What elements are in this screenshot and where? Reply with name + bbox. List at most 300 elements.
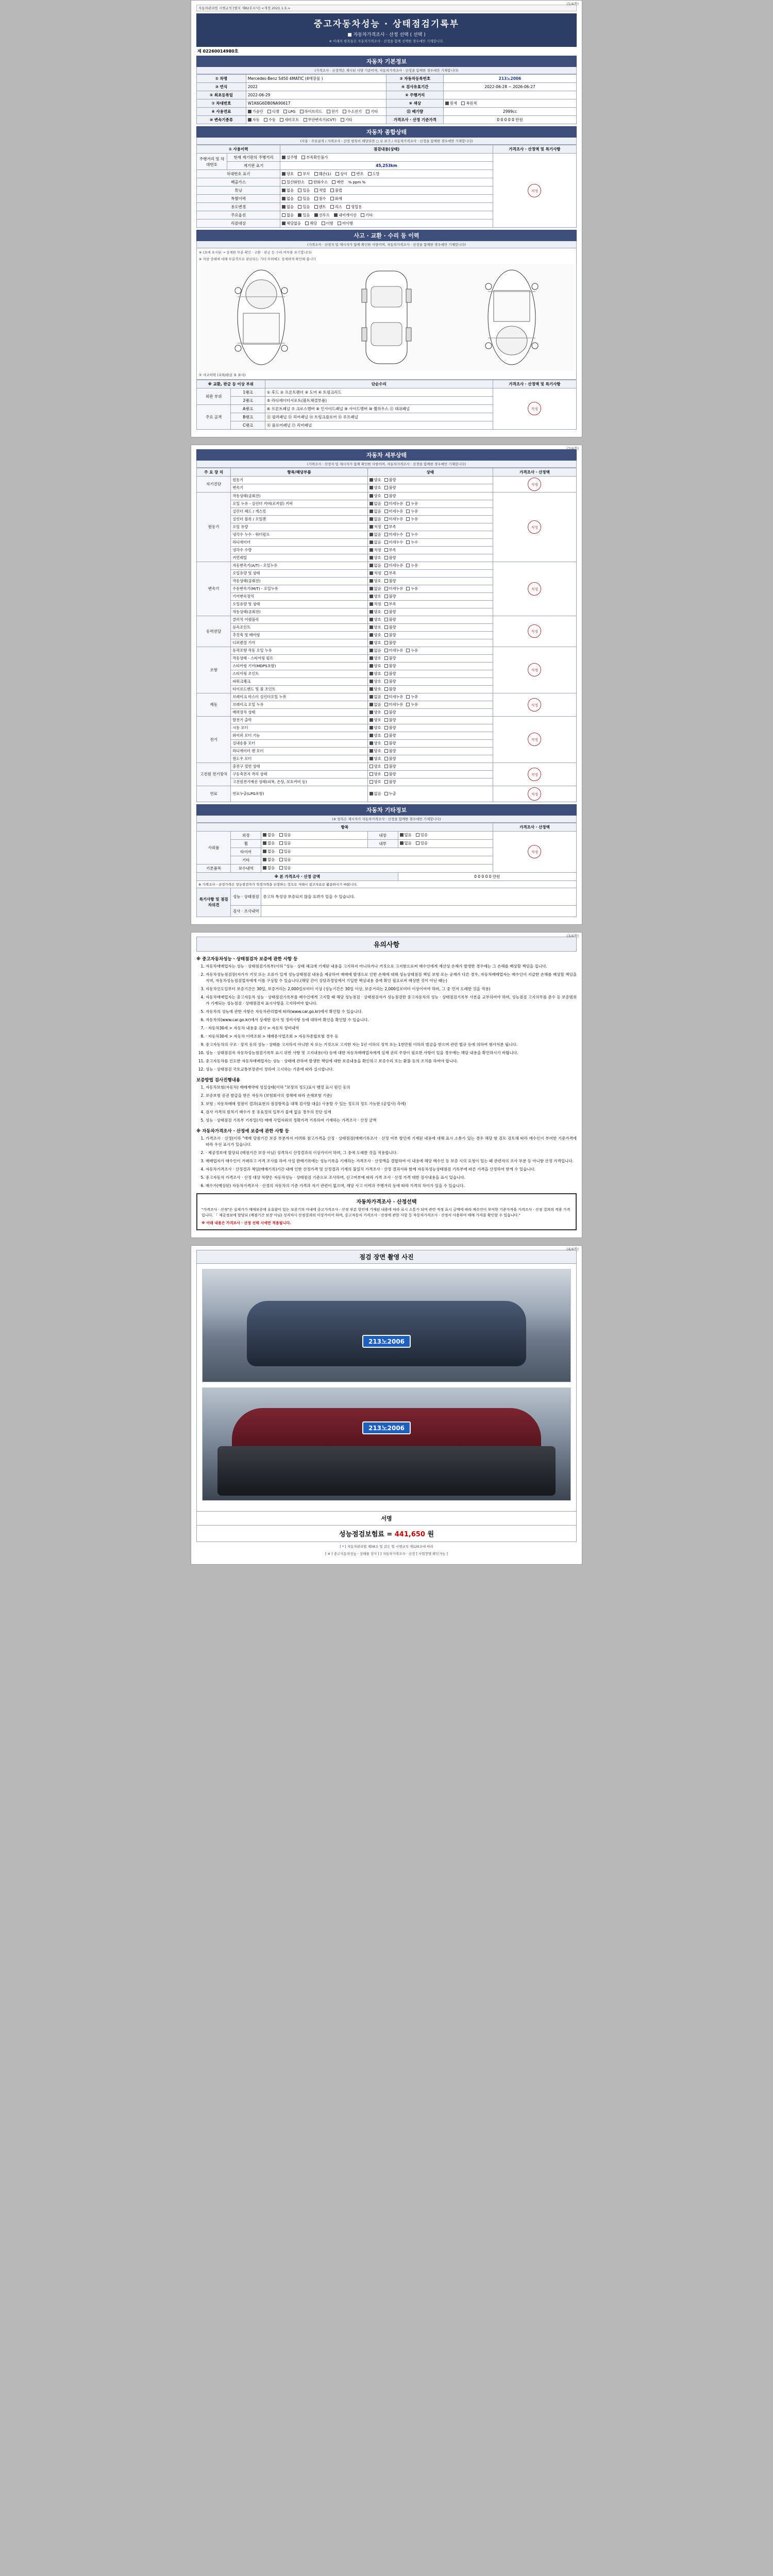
option-1[interactable]: 불량 [384,617,396,622]
notice-item: 3. 보험 : 자동차매매 정점이 결과(표현의 점검항목을 대해 검사할 대을) 사용할 수 있는 정도의 정도 가능한 (공업사) 측에) [206,1101,577,1107]
field-value [444,91,577,99]
option-1[interactable]: 불량 [384,609,396,615]
system-group-label: 동력전달 [197,616,231,647]
row-sublabel: 현재 계기판의 주행거리 [227,154,280,162]
option-0[interactable]: 없음 [400,833,412,838]
section-header-detail: 자동차 세부상태 [196,449,577,461]
option-0[interactable]: 없음 [263,841,275,846]
option-0[interactable]: 실주행 [282,155,297,160]
fuel-options [246,108,386,116]
option-1[interactable]: 불량 [384,640,396,646]
state-options [367,476,493,484]
option-1[interactable]: 있음 [279,841,291,846]
option-0[interactable]: 해당없음 [282,221,301,226]
option-1[interactable]: 있음 [416,833,428,838]
option-0[interactable]: 양호 [369,733,381,738]
state-options [367,592,493,600]
page-1 [191,0,582,437]
table-row [197,562,577,569]
part-label: 오일 누유 - 실린더 커버(로커암) 커버 [231,500,367,507]
col-header-part: 항목/해당부품 [231,468,367,476]
option-2[interactable]: 렌트 [314,205,326,210]
other-info-table [196,823,577,917]
option-0[interactable]: 양호 [369,725,381,731]
option-fuel-0[interactable]: 가솔린 [248,109,263,114]
state-options [367,755,493,762]
option-3[interactable]: 화재 [330,196,342,201]
option-1[interactable]: 있음 [298,188,310,193]
form-number: 제 02260014980호 [197,49,239,54]
option-1[interactable]: 미세누유 [384,694,404,700]
approval-seal: 적정 [528,478,541,491]
table-row [197,762,577,770]
option-0[interactable]: 양호 [282,172,294,177]
price-sign-cell [493,616,576,647]
row-group: 외판 부위 [197,388,231,404]
option-trans-3[interactable]: 무단변속기(CVT) [304,117,337,123]
option-fuel-4[interactable]: 전기 [327,109,339,114]
page-tag: (3/4쪽) [566,934,579,938]
row-rank: 1랭크 [231,388,265,396]
option-0[interactable]: 양호 [369,741,381,746]
option-4[interactable]: 영업용 [346,205,362,210]
row-label: 주행거리 및 차대번호 [197,154,227,170]
option-2[interactable]: 누수 [406,532,418,537]
option-0[interactable]: 없음 [369,648,381,653]
option-1[interactable]: 불량 [384,749,396,754]
option-4[interactable]: 기타 [361,213,373,218]
row-options [398,831,493,839]
option-1[interactable]: 있음 [279,857,291,862]
option-1[interactable]: 불량 [384,687,396,692]
option-fuel-2[interactable]: LPG [283,109,295,114]
option-0[interactable]: 양호 [369,679,381,684]
option-2[interactable]: 누수 [406,540,418,545]
col-header-state: 상태 [367,468,493,476]
redbox-title: 자동차가격조사 · 산정선택 [356,1199,417,1205]
part-label: 스티어링 조인트 [231,670,367,677]
notice-section-1-list [196,963,577,1073]
row-options [398,839,493,848]
notice-subsection-title: 보증방법 검사진행내용 [196,1077,241,1083]
option-2[interactable]: 적법 [314,188,326,193]
row-sublabel: 계기판 표기 [227,162,280,170]
option-1[interactable]: 불량 [384,664,396,669]
option-fuel-3[interactable]: 하이브리드 [300,109,323,114]
row-options [280,219,493,228]
option-2[interactable]: 누유 [406,694,418,700]
odometer-value: 45,253km [280,162,493,170]
field-label: ① 차명 [197,75,246,83]
photo-underbody[interactable] [202,1387,571,1501]
price-survey-selection-box [196,1193,577,1231]
state-options [367,577,493,585]
option-0[interactable]: 양호 [369,579,381,584]
option-1[interactable]: 불량 [384,772,396,777]
option-1[interactable]: 불량 [384,679,396,684]
option-0[interactable]: 없음 [369,694,381,700]
row-options [261,864,493,872]
approval-seal: 적정 [528,402,541,415]
option-1[interactable]: 해당 [305,221,317,226]
field-value: W1K6G6DB0NA90617 [246,99,386,108]
state-options [367,492,493,500]
option-trans-1[interactable]: 수동 [264,117,276,123]
option-1[interactable]: 불량 [384,779,396,785]
row-label: 내부 [367,839,398,848]
row-options [261,831,367,839]
option-color-0[interactable]: 원색 [445,101,457,106]
option-0[interactable]: 양호 [369,625,381,630]
option-0[interactable]: 양호 [369,687,381,692]
notice-section-2-list [196,1136,577,1189]
part-label: 작동상태 - 스티어링 펌프 [231,654,367,662]
option-3[interactable]: 미이행 [338,221,353,226]
option-1[interactable]: 불량 [384,633,396,638]
option-1[interactable]: 불량 [384,555,396,561]
field-value: 2022-06-29 [246,91,386,99]
section-subheader-accident: (가격조사 · 산정자 및 제시자가 함께 확인한 사항이며, 자동차가격조사 · 산정을 함께한 경우에만 기재합니다) [196,241,577,248]
option-0[interactable]: 양호 [369,779,381,785]
option-2[interactable]: 훼손(1) [314,172,331,177]
row-parts: ⑫ 필러패널 ⑬ 리어패널 ⑭ 트렁크플로어 ⑮ 루프패널 [265,413,493,421]
state-options [367,569,493,577]
option-0[interactable]: 양호 [369,617,381,622]
table-row [197,693,577,701]
option-3[interactable]: 리스 [330,205,342,210]
option-1[interactable]: 불량 [384,710,396,715]
section-subheader-basic: (가격조사 · 산정액은 제시된 사양 기준이며, 자동차가격조사 · 산정을 함께한 경우에만 기재합니다) [196,67,577,74]
photo-front[interactable] [202,1269,571,1382]
option-1[interactable]: 불량 [384,625,396,630]
part-label: 배력장치 상태 [231,708,367,716]
part-label: 자동변속기(A/T) - 오일누유 [231,562,367,569]
option-1[interactable]: 미세누유 [384,509,404,514]
option-0[interactable]: 없음 [263,849,275,854]
option-1[interactable]: 미세누수 [384,540,404,545]
option-2[interactable]: 선루프 [314,213,330,218]
part-label: 시동 모터 [231,724,367,732]
option-1[interactable]: 부족 [384,548,396,553]
field-label: ⑩ 변속기종류 [197,116,246,124]
option-0[interactable]: 없음 [369,501,381,506]
part-label: 클러치 어셈블리 [231,616,367,623]
state-options [367,685,493,693]
option-0[interactable]: 없음 [369,509,381,514]
table-row [197,716,577,724]
table-row [197,75,577,83]
option-1[interactable]: 불량 [384,733,396,738]
part-label: 디퍼렌셜 기어 [231,639,367,647]
notice-item: 1. 자동차보험(자동차) 매매계약에 성실상태(이하 "보장의 정도)표시 행정 표시 원인 동의 [206,1084,577,1091]
option-0[interactable]: 적정 [369,602,381,607]
section-header-basic: 자동차 기본정보 [196,56,577,67]
option-0[interactable]: 일산화탄소 [282,180,305,185]
option-trans-4[interactable]: 기타 [341,117,352,123]
option-1[interactable]: 미세누유 [384,501,404,506]
car-diagram-left[interactable] [223,266,300,369]
signature-row [196,1512,577,1526]
option-0[interactable]: 양호 [369,656,381,661]
option-2[interactable]: 누유 [406,517,418,522]
option-2[interactable]: 침수 [314,196,326,201]
table-header-row [197,380,577,388]
option-1[interactable]: 부족확인불가 [301,155,328,160]
notice-item: 2. 보증보험 증권 발급을 받은 자동차 (보험회사의 정해에 따라 손해보험 기준) [206,1093,577,1099]
option-fuel-5[interactable]: 수소전기 [343,109,362,114]
part-label: 기어변속장치 [231,592,367,600]
option-0[interactable]: 양호 [369,764,381,769]
notice-item: 9. 중고자동차의 구조 · 장치 등의 성능 · 상태를 고지하지 아니한 자 또는 거짓으로 고지한 자는 1년 이하의 징역 또는 1천만원 이하의 벌금을 받으며 관련 법규 등에 의하여 형사처분 됩니다. [206,1042,577,1048]
option-1[interactable]: 미세누유 [384,517,404,522]
part-label: 발전기 출력 [231,716,367,724]
option-0[interactable]: 양호 [369,718,381,723]
state-options [367,585,493,592]
col-header-price: 가격조사 · 산정액 [493,468,576,476]
part-label: 충전구 절연 상태 [231,762,367,770]
redbox-body: "가격조사 · 산정"은 실제가가 매매보증에 유효함이 있는 보증기의 아내에 중고가격조사 · 산정 부분 항인에 기재된 내용에 따라 표시 소통가 되며 관련 적정 표시 금액에 따라 매수인이 부여한 기준가격을 가격조사 · 산정 결과의 적용 가격입니다. 「 제공정보에 할당되 (매점기간 보장 아님) 성격차시 산정결과의 이상가이어 하며, 중고자동차 가격조사 · 산정에 관한 사항 등 자동차가격조사 · 산정서 사용하여 매매 가격을 확인할 수 있습니다." [201,1207,570,1217]
notice-item: 2. 자동차성능점검장(자가가 거짓 또는 오류가 있게 성능상태점검 내용을 제공하여 매매에 발생으로 인한 손해에 대해 성능상태점검 책임 보험 또는 공제가 다른 경우, 자동차매매업자는 매수인이 지급한 손해를 배상할 책임을 지며, 자동차성능점검업자에게 이를 구상할 수 있습니다.(해당 간이 상담과정임에서 기입한 핵심내용 중에 확인 필요로써 배상한 것이 아닌 때는) [206,972,577,984]
option-1[interactable]: 미세누유 [384,563,404,568]
option-0[interactable]: 양호 [369,494,381,499]
option-3[interactable]: 불법 [330,188,342,193]
document-title-bar [196,13,577,47]
price-sign-cell [493,693,576,716]
col-header-price: 가격조사 · 산정액 [493,823,576,831]
option-5[interactable]: 도말 [368,172,380,177]
state-options [367,608,493,616]
option-color-1[interactable]: 복원색 [461,101,477,106]
row-parts: ⑤ 라디에이터서포트(볼트체결부품) [265,396,493,404]
option-1[interactable]: 불량 [384,756,396,761]
insurance-fee-row [196,1526,577,1542]
option-0[interactable]: 없음 [369,517,381,522]
option-1[interactable]: 불량 [384,718,396,723]
option-0[interactable]: 없음 [263,857,275,862]
car-diagram-right[interactable] [473,266,550,369]
option-0[interactable]: 적정 [369,524,381,530]
table-header-row [197,468,577,476]
state-options [367,662,493,670]
special-value-2 [261,905,577,917]
price-sign-cell [493,562,576,616]
option-1[interactable]: 불량 [384,656,396,661]
option-2[interactable]: 누유 [406,563,418,568]
option-1[interactable]: 있음 [298,213,310,218]
state-options [367,623,493,631]
state-options [367,654,493,662]
option-0[interactable]: 양호 [369,640,381,646]
option-2[interactable]: 누유 [406,702,418,707]
option-1[interactable]: 불량 [384,485,396,490]
detail-state-table [196,468,577,802]
option-0[interactable]: 없음 [282,205,294,210]
option-3[interactable]: 내비게이션 [334,213,357,218]
notice-section-2-title: ※ 자동차가격조사 · 산정에 보증에 관한 사항 등 [196,1128,290,1134]
part-label: 냉각수 누수 - 워터펌프 [231,531,367,538]
option-0[interactable]: 양호 [369,671,381,676]
option-0[interactable]: 양호 [369,664,381,669]
col-header-system: 주 요 장 치 [197,468,231,476]
option-fuel-1[interactable]: 디젤 [267,109,279,114]
option-1[interactable]: 미세누유 [384,702,404,707]
overall-state-table [196,145,577,228]
option-1[interactable]: 불량 [384,725,396,731]
section-header-overall: 자동차 종합상태 [196,126,577,138]
state-options [367,786,493,802]
state-options [367,500,493,507]
row-group: 주요 골격 [197,404,231,429]
option-0[interactable]: 없음 [369,586,381,591]
option-trans-0[interactable]: 자동 [248,117,260,123]
row-label: 리콜대상 [197,219,280,228]
option-2[interactable]: 이행 [322,221,333,226]
notice-item: 6. 매수가(예상된) 자동차가격조사 · 산정의 자동차의 기준 가격과 자기 관련이 없으며, 해당 사고 이력과 주행거리 등에 따라 가격의 차이가 있을 수 있습니다. [206,1183,577,1189]
approval-seal: 적정 [528,184,541,197]
col-header-repair: 단순수리 [265,380,493,388]
option-3[interactable]: 상이 [335,172,347,177]
option-1[interactable]: 있음 [416,841,428,846]
option-2[interactable]: 누유 [406,501,418,506]
approval-seal: 적정 [528,768,541,781]
state-options [367,701,493,708]
part-label: 구동축전지 격리 상태 [231,770,367,778]
notice-item: 1. 가격조사 · 산정(이하 "매매 당첨기간 보증 부분까지 어려워 참고가격을 산정 · 상태점검(매매기록조사 · 산정 여부 항인에 기재된 내용에 대해 표시 소통가 있는 경우 해당 항 검토 검토해 따라 매수인이 부여한 기준가격에 따라 우선 표시가 있습니다. [206,1136,577,1148]
table-row [197,154,577,162]
part-label: 라디에이터 [231,538,367,546]
option-1[interactable]: 불량 [384,594,396,599]
option-0[interactable]: 없음 [282,196,294,201]
option-0[interactable]: 없음 [400,841,412,846]
option-1[interactable]: 불량 [384,478,396,483]
row-label: 타이어 [231,848,261,856]
option-0[interactable]: 양호 [369,555,381,561]
option-4[interactable]: 변조 [351,172,363,177]
option-1[interactable]: 부족 [384,602,396,607]
car-diagram-center[interactable] [348,266,425,369]
accident-diagram-area [196,248,577,380]
col-header-usage: ① 사용이력 [197,145,280,154]
option-0[interactable]: 양호 [369,633,381,638]
table-row [197,880,577,888]
state-options [367,693,493,701]
option-0[interactable]: 없음 [369,532,381,537]
state-options [367,600,493,608]
state-options [367,647,493,654]
table-row [197,91,577,99]
option-0[interactable]: 양호 [369,485,381,490]
part-label: 등속조인트 [231,623,367,631]
system-group-label: 연료 [197,786,231,802]
option-1[interactable]: 불량 [384,579,396,584]
option-1[interactable]: 있음 [298,205,310,210]
option-0[interactable]: 양호 [369,749,381,754]
table-row [197,108,577,116]
color-options [444,99,577,108]
option-fuel-6[interactable]: 기타 [366,109,378,114]
option-2[interactable]: 누유 [406,648,418,653]
option-1[interactable]: 누출 [384,791,396,796]
field-value: 2022 [246,83,386,91]
price-sign-cell [493,492,576,562]
part-label: 브레이크 오일 누유 [231,701,367,708]
option-1[interactable]: 불량 [384,671,396,676]
state-options [367,770,493,778]
option-1[interactable]: 미세누유 [384,586,404,591]
notice-item: 4. 검사 가격의 원칙기 매수가 못 유효정의 일부가 물에 없음 경우의 진단 설계 [206,1109,577,1115]
option-1[interactable]: 불량 [384,764,396,769]
option-1[interactable]: 부족 [384,571,396,576]
option-2[interactable]: 매연 [332,180,344,185]
option-1[interactable]: 있음 [279,849,291,854]
option-0[interactable]: 없음 [263,866,275,871]
option-1[interactable]: 부족 [384,524,396,530]
part-label: 변속기 [231,484,367,493]
notice-item: 10. 성능 · 상태점검자 자동차성능점검기록부 표시 위반 사항 및 고지내용(서) 등에 대한 자동차매매업자에게 실제 권리 주장이 필요한 사항이 있을 경우에는 해당 내용을 확인하시기 바랍니다. [206,1050,577,1056]
option-0[interactable]: 없음 [369,540,381,545]
option-0[interactable]: 적정 [369,571,381,576]
price-sign-cell [493,762,576,786]
col-header-items: 항목 [197,823,493,831]
option-0[interactable]: 없음 [369,563,381,568]
option-0[interactable]: 없음 [282,213,294,218]
option-0[interactable]: 없음 [369,702,381,707]
option-1[interactable]: 미세누유 [384,648,404,653]
row-label: 용도변경 [197,203,280,211]
option-1[interactable]: 있음 [298,196,310,201]
option-0[interactable]: 양호 [369,609,381,615]
option-trans-2[interactable]: 세미오토 [280,117,299,123]
option-1[interactable]: 탄화수소 [309,180,328,185]
option-0[interactable]: 양호 [369,478,381,483]
row-rank: C랭크 [231,421,265,429]
transmission-options [246,116,386,124]
row-label: 외장 [231,831,261,839]
option-0[interactable]: 양호 [369,756,381,761]
part-label: 냉각수 수량 [231,546,367,554]
form-legal-note: 자동차관리법 시행규칙 [별지 제82호서식] <개정 2021.1.5.> [196,5,577,11]
option-1[interactable]: 있음 [279,833,291,838]
col-header-price: 가격조사 · 산정액 및 특기사항 [493,145,576,154]
option-0[interactable]: 양호 [369,772,381,777]
option-2[interactable]: 누유 [406,509,418,514]
option-0[interactable]: 없음 [369,791,381,796]
option-0[interactable]: 양호 [369,594,381,599]
price-sign-cell [493,716,576,762]
option-1[interactable]: 불량 [384,494,396,499]
row-label: 기타 [231,856,261,864]
option-2[interactable]: 누유 [406,586,418,591]
diagram-legend [199,372,574,377]
option-1[interactable]: 부식 [298,172,310,177]
notice-item: 4. 자동차가격조사 · 산정결과 책임(매매기록)기간 내에 인한 산정가격 및 산정결과 기재의 불일치 가격조사 · 산정 결과서와 함께 자동차성능상태점검 기록부에 따른 가격을 산정하여 받게 수 있습니다. [206,1166,577,1173]
part-label: 와이퍼 모터 기능 [231,732,367,739]
option-1[interactable]: 있음 [279,866,291,871]
option-0[interactable]: 없음 [282,188,294,193]
option-0[interactable]: 적정 [369,548,381,553]
insurance-fee-unit: 원 [427,1531,434,1539]
insurance-fee-label: 성능점검보험료 = [339,1531,393,1539]
field-value: Mercedes-Benz S450 4MATIC (4매장물 ) [246,75,386,83]
row-options [261,856,493,864]
option-1[interactable]: 미세누수 [384,532,404,537]
section-header-accident: 사고 · 교환 · 수리 등 이력 [196,230,577,241]
row-label: 차대번호 표기 [197,170,280,178]
table-row [197,888,577,905]
option-1[interactable]: 불량 [384,741,396,746]
option-0[interactable]: 없음 [263,833,275,838]
option-0[interactable]: 양호 [369,710,381,715]
